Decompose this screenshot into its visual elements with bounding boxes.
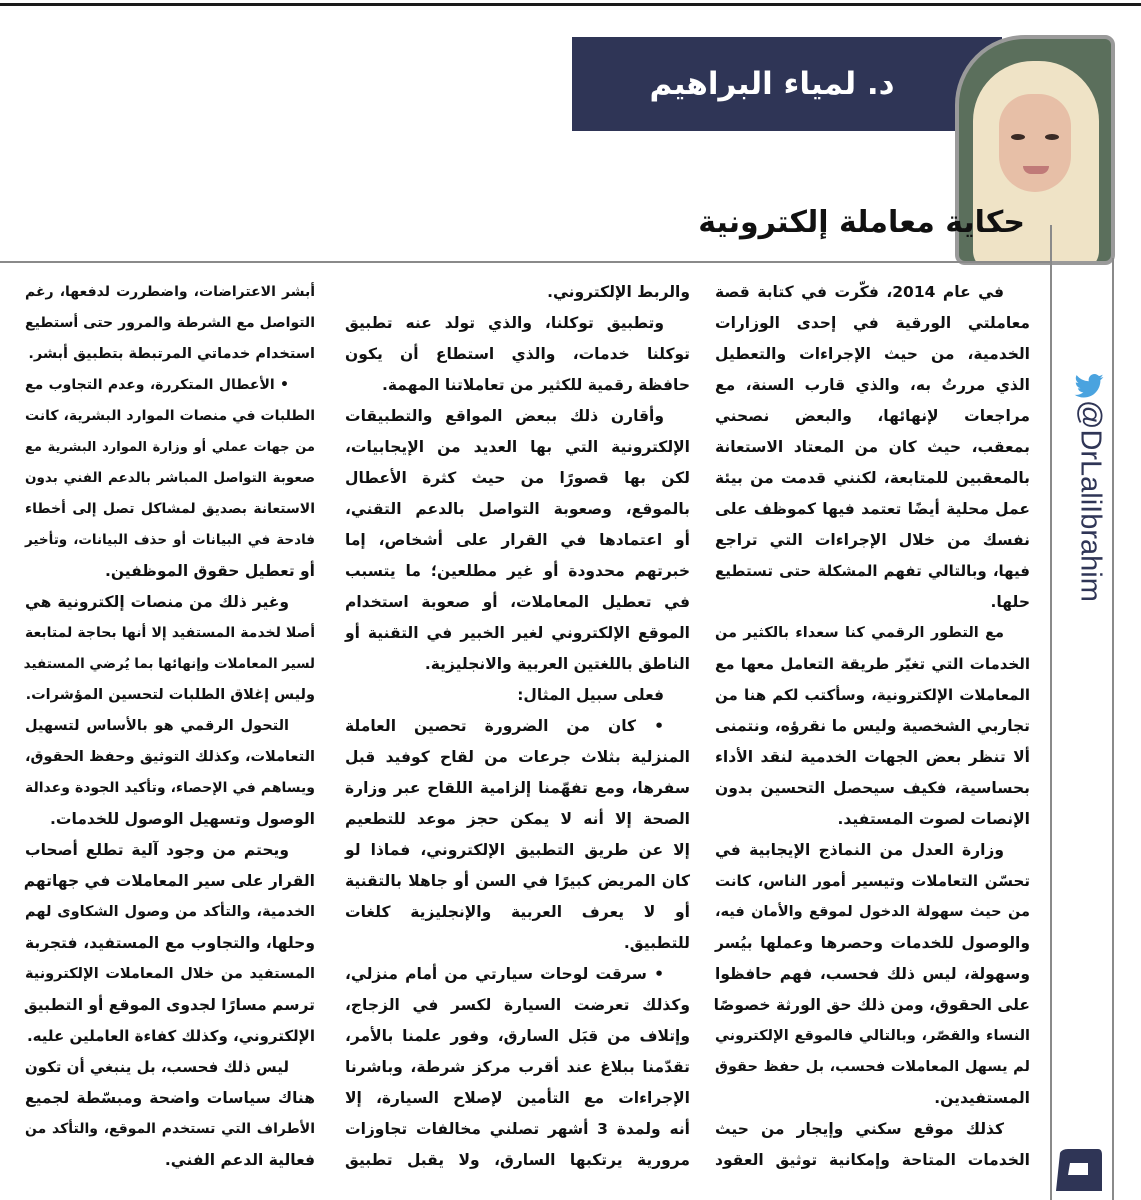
text-line: الصحة إلا أنه لا يمكن حجز موعد للتطعيم [345,810,690,828]
text-line: فعلى سبيل المثال: [517,686,664,704]
text-line: أصلا لخدمة المستفيد إلا أنها بحاجة لمتابعة [25,625,315,641]
text-line: مع التطور الرقمي كنا سعداء بالكثير من [715,625,1004,641]
text-line: للتطبيق. [623,934,690,952]
paragraph [25,835,315,1052]
text-line: فيها، وبالتالي تفهم المشكلة حتى تستطيع [715,562,1030,580]
text-line: بالمعقبين للمتابعة، لكنني قدمت من بيئة [715,469,1030,487]
text-line: إلا عن طريق التطبيق الإلكتروني، فماذا لو [345,841,690,859]
text-line: التحول الرقمي هو بالأساس لتسهيل [25,718,289,734]
text-line: التعاملات، وكذلك التوثيق وحفظ الحقوق، [25,749,315,765]
article-column-middle [345,277,690,1176]
text-line: الإلكترونية التي بها العديد من الإيجابيات، [345,438,690,456]
column-border [1050,225,1052,1200]
text-line: أو اعتمادها في القرار على أشخاص، إما [345,531,690,549]
paragraph [345,277,690,308]
text-line: مرورية يرتكبها السارق، ولا يقبل تطبيق [345,1151,690,1169]
text-line: الخدمات المتاحة وإمكانية توثيق العقود [715,1151,1030,1169]
text-line: من حيث سهولة الدخول لموقع والأمان فيه، [715,904,1030,920]
text-line: القرار على سير المعاملات في جهاتهم [23,872,315,890]
text-line: ترسم مسارًا لجدوى الموقع أو التطبيق [23,996,315,1014]
text-line: الخدمية، من حيث الإجراءات والتعطيل [715,345,1030,363]
paragraph [715,618,1030,835]
paragraph [25,1052,315,1176]
text-line: • كان من الضرورة تحصين العاملة [345,717,664,735]
text-line: وتطبيق توكلنا، والذي تولد عنه تطبيق [345,314,664,332]
text-line: تحسّن التعاملات وتيسير أمور الناس، كانت [715,872,1030,890]
text-line: هناك سياسات واضحة ومبسّطة لجميع [25,1089,315,1107]
text-line: الخدمية، والتأكد من وصول الشكاوى لهم [25,904,315,920]
text-line: عمل محلية أيضًا تعتمد فيها كموظف على [715,500,1030,518]
publication-logo-icon [1054,1147,1104,1193]
paragraph [25,370,315,587]
text-line: وغير ذلك من منصات إلكترونية هي [25,593,289,611]
text-line: تقدّمنا ببلاغ عند أقرب مركز شرطة، وباشرنا [345,1058,690,1076]
text-line: الناطق باللغتين العربية والانجليزية. [424,655,690,673]
text-line: معاملتي الورقية في إحدى الوزارات [715,314,1030,332]
text-line: كذلك موقع سكني وإيجار من حيث [715,1120,1004,1138]
twitter-bird-icon [1074,374,1104,398]
text-line: وحلها، والتجاوب مع المستفيد، فتجربة [25,934,315,952]
text-line: تجاربي الشخصية وليس ما نقرؤه، ونتمنى [715,717,1030,735]
text-line: الإنصات لصوت المستفيد. [837,810,1030,828]
text-line: الخدمات التي تغيّر طريقة التعامل معها مع [715,655,1030,673]
author-name: د. لمياء البراهيم [649,66,895,102]
text-line: الأطراف التي تستخدم الموقع، والتأكد من [25,1121,315,1137]
text-line: التواصل مع الشرطة والمرور حتى أستطيع [25,315,315,331]
top-rule [0,3,1141,6]
paragraph [345,959,690,1176]
text-line: ليس ذلك فحسب، بل ينبغي أن تكون [24,1058,289,1076]
text-line: وليس إغلاق الطلبات لتحسين المؤشرات. [25,687,315,703]
text-line: ويحتم من وجود آلية تطلع أصحاب [25,841,289,859]
text-line: فعالية الدعم الفني. [164,1151,315,1169]
text-line: من جهات عملي أو وزارة الموارد البشرية مع [25,440,315,455]
text-line: المستفيدين. [934,1089,1030,1107]
text-line: وكذلك تعرضت السيارة لكسر في الزجاج، [345,996,690,1014]
text-line: أو تعطيل حقوق الموظفين. [104,562,315,580]
text-line: وأقارن ذلك ببعض المواقع والتطبيقات [345,407,664,425]
text-line: الوصول وتسهيل الوصول للخدمات. [50,810,315,828]
text-line: توكلنا خدمات، والذي استطاع أن يكون [345,345,690,363]
paragraph [25,277,315,370]
text-line: أبشر الاعتراضات، واضطررت لدفعها، رغم [25,284,315,300]
text-line: أنه ولمدة 3 أشهر تصلني مخالفات تجاوزات [345,1120,690,1138]
text-line: والوصول للخدمات وحصرها وعملها بيُسر [715,934,1030,952]
text-line: على الحقوق، ومن ذلك حق الورثة خصوصًا [713,996,1030,1014]
paragraph [25,711,315,835]
text-line: كان المريض كبيرًا في السن أو جاهلا بالتقنية [345,872,690,890]
text-line: صعوبة التواصل المباشر بالدعم الفني بدون [25,470,315,486]
text-line: في عام 2014، فكّرت في كتابة قصة [715,283,1004,301]
article-column-right [715,277,1030,1176]
text-line: المستفيد من خلال المعاملات الإلكترونية [25,966,315,982]
text-line: بالموقع، وصعوبة التواصل بالدعم التقني، [345,500,690,518]
text-line: لم يسهل المعاملات فحسب، بل حفظ حقوق [715,1059,1030,1075]
text-line: في تعطيل المعاملات، أو صعوبة استخدام [345,593,690,611]
text-line: الموقع الإلكتروني لغير الخبير في التقنية أو [345,624,690,642]
text-line: الإجراءات مع التأمين لإصلاح السيارة، إلا [345,1089,690,1107]
text-line: خبرتهم محدودة أو غير مطلعين؛ ما يتسبب [345,562,690,580]
paragraph [345,680,690,711]
text-line: حلها. [990,593,1030,611]
paragraph [715,835,1030,1114]
paragraph [715,277,1030,618]
text-line: الاستعانة بصديق لمشاكل تصل إلى أخطاء [25,501,315,517]
text-line: المنزلية بثلاث جرعات من لقاح كوفيد قبل [345,748,690,766]
paragraph [715,1114,1030,1176]
text-line: وإتلاف من قبَل السارق، وفور علمنا بالأمر، [345,1027,690,1045]
text-line: الذي مررتُ به، والذي قارب السنة، مع [715,376,1030,394]
article-column-left [25,277,315,1176]
text-line: فادحة في البيانات أو حذف البيانات، وتأخير [25,532,315,548]
text-line: والربط الإلكتروني. [547,283,690,301]
text-line: الإلكتروني، وكذلك كفاءة العاملين عليه. [26,1027,315,1045]
text-line: مراجعات لإنهائها، والبعض نصحني [715,407,1030,425]
text-line: ويساهم في الإحصاء، وتأكيد الجودة وعدالة [25,780,315,796]
text-line: أو لا يعرف العربية والإنجليزية كلغات [345,903,690,921]
paragraph [345,401,690,680]
text-line: وزارة العدل من النماذج الإيجابية في [715,841,1004,859]
paragraph [345,308,690,401]
text-line: حافظة رقمية للكثير من تعاملاتنا المهمة. [382,376,690,394]
text-line: بمعقب، حيث كان من المعتاد الاستعانة [715,438,1030,456]
text-line: ألا تنظر بعض الجهات الخدمية لنقد الأداء [715,748,1030,766]
text-line: • سرقت لوحات سيارتي من أمام منزلي، [345,965,664,983]
paragraph [25,587,315,711]
text-line: • الأعطال المتكررة، وعدم التجاوب مع [25,377,289,393]
text-line: استخدام خدماتي المرتبطة بتطبيق أبشر. [28,346,315,362]
text-line: النساء والقصّر، وبالتالي فالموقع الإلكتروني [715,1028,1030,1044]
text-line: المعاملات الإلكترونية، وسأكتب لكم هنا من [715,686,1030,704]
paragraph [345,711,690,959]
text-line: وسهولة، ليس ذلك فحسب، فهم حافظوا [715,965,1030,983]
text-line: لسير المعاملات وإنهائها بما يُرضي المستفيد [23,656,315,672]
text-line: نفسك من خلال الإجراءات التي تراجع [715,531,1030,549]
text-line: لكن بها قصورًا من حيث كثرة الأعطال [345,469,690,487]
text-line: سفرها، ومع تفهّمنا إلزامية اللقاح عبر وزارة [345,779,690,797]
title-divider [0,261,1052,263]
twitter-handle[interactable]: @DrLaliIbrahim [1074,400,1107,602]
text-line: بحساسية، فكيف سيحصل التحسين بدون [715,779,1030,797]
text-line: الطلبات في منصات الموارد البشرية، كانت [25,408,315,424]
article-title: حكاية معاملة إلكترونية [698,205,1025,240]
